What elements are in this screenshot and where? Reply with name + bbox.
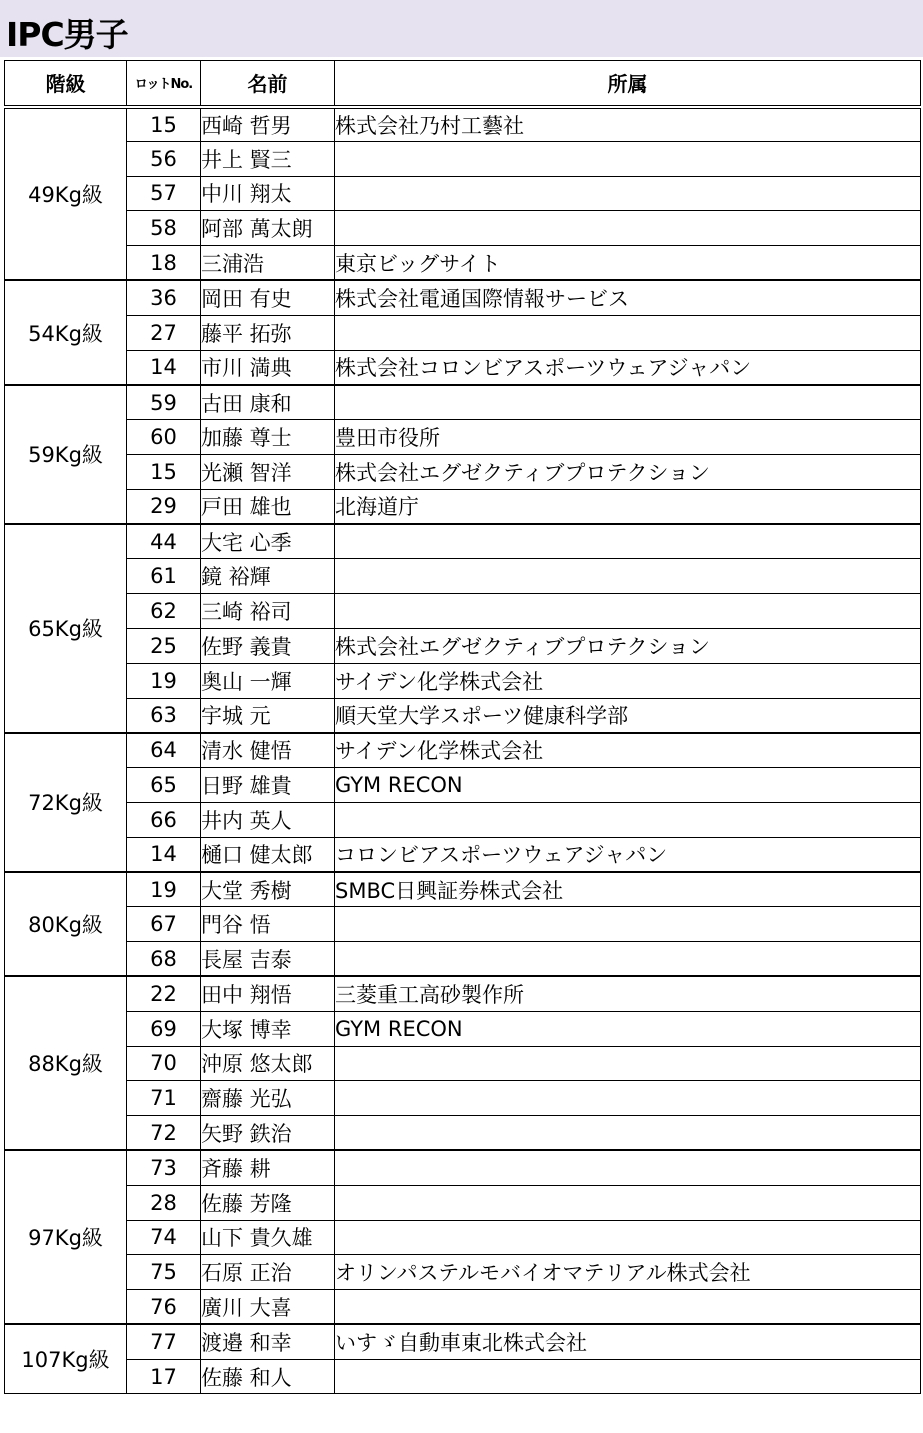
affiliation-cell	[335, 594, 921, 629]
table-row	[5, 489, 921, 524]
weight-class-cell: 97Kg級	[5, 1150, 127, 1324]
athlete-name-cell: 大塚 博幸	[201, 1011, 335, 1046]
lot-number-cell: 15	[127, 454, 201, 489]
lot-number-cell: 56	[127, 141, 201, 176]
lot-number-cell: 67	[127, 907, 201, 942]
lot-number-cell: 18	[127, 246, 201, 281]
affiliation-cell: GYM RECON	[335, 1011, 921, 1046]
lot-number-cell: 14	[127, 350, 201, 385]
athlete-name-cell: 樋口 健太郎	[201, 837, 335, 872]
affiliation-cell	[335, 907, 921, 942]
table-row	[5, 1359, 921, 1394]
affiliation-cell: SMBC日興証券株式会社	[335, 872, 921, 907]
lot-number-cell: 61	[127, 559, 201, 594]
lot-number-cell: 44	[127, 524, 201, 559]
table-row	[5, 280, 921, 315]
affiliation-cell: オリンパステルモバイオマテリアル株式会社	[335, 1255, 921, 1290]
lot-number-cell: 28	[127, 1185, 201, 1220]
table-row	[5, 1116, 921, 1151]
table-row	[5, 454, 921, 489]
header-row	[5, 61, 921, 107]
athlete-name-cell: 三崎 裕司	[201, 594, 335, 629]
roster-body	[5, 107, 921, 1394]
athlete-name-cell: 門谷 悟	[201, 907, 335, 942]
lot-number-cell: 66	[127, 802, 201, 837]
table-row	[5, 315, 921, 350]
weight-class-cell: 88Kg級	[5, 976, 127, 1150]
athlete-name-cell: 廣川 大喜	[201, 1290, 335, 1325]
lot-number-cell: 59	[127, 385, 201, 420]
header-class: 階級	[5, 61, 127, 107]
affiliation-cell: 三菱重工高砂製作所	[335, 976, 921, 1011]
lot-number-cell: 71	[127, 1081, 201, 1116]
affiliation-cell: 順天堂大学スポーツ健康科学部	[335, 698, 921, 733]
lot-number-cell: 77	[127, 1324, 201, 1359]
athlete-name-cell: 山下 貴久雄	[201, 1220, 335, 1255]
affiliation-cell	[335, 1220, 921, 1255]
affiliation-cell: GYM RECON	[335, 768, 921, 803]
athlete-name-cell: 長屋 吉泰	[201, 942, 335, 977]
affiliation-cell	[335, 211, 921, 246]
table-row	[5, 1185, 921, 1220]
athlete-name-cell: 日野 雄貴	[201, 768, 335, 803]
lot-number-cell: 75	[127, 1255, 201, 1290]
lot-number-cell: 19	[127, 663, 201, 698]
affiliation-cell: 株式会社エグゼクティブプロテクション	[335, 454, 921, 489]
athlete-name-cell: 西崎 哲男	[201, 107, 335, 142]
weight-class-cell: 49Kg級	[5, 107, 127, 281]
table-row	[5, 872, 921, 907]
weight-class-cell: 54Kg級	[5, 280, 127, 384]
affiliation-cell	[335, 176, 921, 211]
roster-table	[4, 60, 921, 1394]
lot-number-cell: 29	[127, 489, 201, 524]
athlete-name-cell: 井上 賢三	[201, 141, 335, 176]
affiliation-cell	[335, 1150, 921, 1185]
lot-number-cell: 15	[127, 107, 201, 142]
lot-number-cell: 60	[127, 420, 201, 455]
table-row	[5, 698, 921, 733]
table-row	[5, 1220, 921, 1255]
title-bar	[0, 0, 923, 57]
affiliation-cell	[335, 524, 921, 559]
lot-number-cell: 19	[127, 872, 201, 907]
affiliation-cell	[335, 1185, 921, 1220]
table-row	[5, 385, 921, 420]
athlete-name-cell: 斉藤 耕	[201, 1150, 335, 1185]
table-row	[5, 1255, 921, 1290]
affiliation-cell	[335, 1290, 921, 1325]
table-row	[5, 907, 921, 942]
table-row	[5, 176, 921, 211]
table-row	[5, 141, 921, 176]
page-title: IPC男子	[6, 15, 128, 54]
table-row	[5, 246, 921, 281]
athlete-name-cell: 佐藤 和人	[201, 1359, 335, 1394]
lot-number-cell: 74	[127, 1220, 201, 1255]
affiliation-cell	[335, 942, 921, 977]
table-row	[5, 1011, 921, 1046]
athlete-name-cell: 渡邉 和幸	[201, 1324, 335, 1359]
lot-number-cell: 14	[127, 837, 201, 872]
lot-number-cell: 17	[127, 1359, 201, 1394]
lot-number-cell: 22	[127, 976, 201, 1011]
affiliation-cell: 株式会社電通国際情報サービス	[335, 280, 921, 315]
table-row	[5, 1081, 921, 1116]
lot-number-cell: 64	[127, 733, 201, 768]
header-lot: ロットNo.	[127, 61, 201, 107]
athlete-name-cell: 古田 康和	[201, 385, 335, 420]
athlete-name-cell: 矢野 鉄治	[201, 1116, 335, 1151]
athlete-name-cell: 藤平 拓弥	[201, 315, 335, 350]
affiliation-cell: サイデン化学株式会社	[335, 663, 921, 698]
athlete-name-cell: 中川 翔太	[201, 176, 335, 211]
lot-number-cell: 36	[127, 280, 201, 315]
athlete-name-cell: 市川 満典	[201, 350, 335, 385]
table-row	[5, 420, 921, 455]
affiliation-cell	[335, 1081, 921, 1116]
affiliation-cell	[335, 385, 921, 420]
athlete-name-cell: 石原 正治	[201, 1255, 335, 1290]
table-row	[5, 976, 921, 1011]
weight-class-cell: 65Kg級	[5, 524, 127, 733]
athlete-name-cell: 阿部 萬太朗	[201, 211, 335, 246]
athlete-name-cell: 大堂 秀樹	[201, 872, 335, 907]
lot-number-cell: 72	[127, 1116, 201, 1151]
athlete-name-cell: 奥山 一輝	[201, 663, 335, 698]
table-row	[5, 594, 921, 629]
lot-number-cell: 62	[127, 594, 201, 629]
lot-number-cell: 63	[127, 698, 201, 733]
weight-class-cell: 72Kg級	[5, 733, 127, 872]
lot-number-cell: 68	[127, 942, 201, 977]
table-row	[5, 663, 921, 698]
table-row	[5, 524, 921, 559]
lot-number-cell: 65	[127, 768, 201, 803]
lot-number-cell: 25	[127, 628, 201, 663]
affiliation-cell	[335, 315, 921, 350]
affiliation-cell	[335, 559, 921, 594]
athlete-name-cell: 三浦浩	[201, 246, 335, 281]
affiliation-cell	[335, 802, 921, 837]
table-row	[5, 350, 921, 385]
athlete-name-cell: 加藤 尊士	[201, 420, 335, 455]
affiliation-cell: 株式会社コロンビアスポーツウェアジャパン	[335, 350, 921, 385]
affiliation-cell	[335, 1116, 921, 1151]
lot-number-cell: 70	[127, 1046, 201, 1081]
table-row	[5, 837, 921, 872]
athlete-name-cell: 宇城 元	[201, 698, 335, 733]
athlete-name-cell: 戸田 雄也	[201, 489, 335, 524]
table-row	[5, 559, 921, 594]
affiliation-cell	[335, 1359, 921, 1394]
affiliation-cell	[335, 141, 921, 176]
lot-number-cell: 58	[127, 211, 201, 246]
athlete-name-cell: 岡田 有史	[201, 280, 335, 315]
table-row	[5, 1324, 921, 1359]
weight-class-cell: 59Kg級	[5, 385, 127, 524]
athlete-name-cell: 清水 健悟	[201, 733, 335, 768]
table-row	[5, 1290, 921, 1325]
table-row	[5, 1046, 921, 1081]
table-row	[5, 628, 921, 663]
table-row	[5, 802, 921, 837]
table-row	[5, 768, 921, 803]
athlete-name-cell: 井内 英人	[201, 802, 335, 837]
table-row	[5, 942, 921, 977]
affiliation-cell: コロンビアスポーツウェアジャパン	[335, 837, 921, 872]
athlete-name-cell: 齋藤 光弘	[201, 1081, 335, 1116]
lot-number-cell: 27	[127, 315, 201, 350]
weight-class-cell: 80Kg級	[5, 872, 127, 976]
lot-number-cell: 73	[127, 1150, 201, 1185]
affiliation-cell: 株式会社乃村工藝社	[335, 107, 921, 142]
athlete-name-cell: 沖原 悠太郎	[201, 1046, 335, 1081]
lot-number-cell: 69	[127, 1011, 201, 1046]
affiliation-cell: いすゞ自動車東北株式会社	[335, 1324, 921, 1359]
affiliation-cell: 北海道庁	[335, 489, 921, 524]
header-affiliation: 所属	[335, 61, 921, 107]
athlete-name-cell: 光瀬 智洋	[201, 454, 335, 489]
weight-class-cell: 107Kg級	[5, 1324, 127, 1394]
header-name: 名前	[201, 61, 335, 107]
affiliation-cell	[335, 1046, 921, 1081]
athlete-name-cell: 田中 翔悟	[201, 976, 335, 1011]
athlete-name-cell: 佐藤 芳隆	[201, 1185, 335, 1220]
athlete-name-cell: 佐野 義貴	[201, 628, 335, 663]
athlete-name-cell: 鏡 裕輝	[201, 559, 335, 594]
affiliation-cell: 豊田市役所	[335, 420, 921, 455]
lot-number-cell: 57	[127, 176, 201, 211]
table-row	[5, 733, 921, 768]
affiliation-cell: 東京ビッグサイト	[335, 246, 921, 281]
table-row	[5, 211, 921, 246]
affiliation-cell: 株式会社エグゼクティブプロテクション	[335, 628, 921, 663]
lot-number-cell: 76	[127, 1290, 201, 1325]
athlete-name-cell: 大宅 心季	[201, 524, 335, 559]
affiliation-cell: サイデン化学株式会社	[335, 733, 921, 768]
table-row	[5, 1150, 921, 1185]
table-row	[5, 107, 921, 142]
